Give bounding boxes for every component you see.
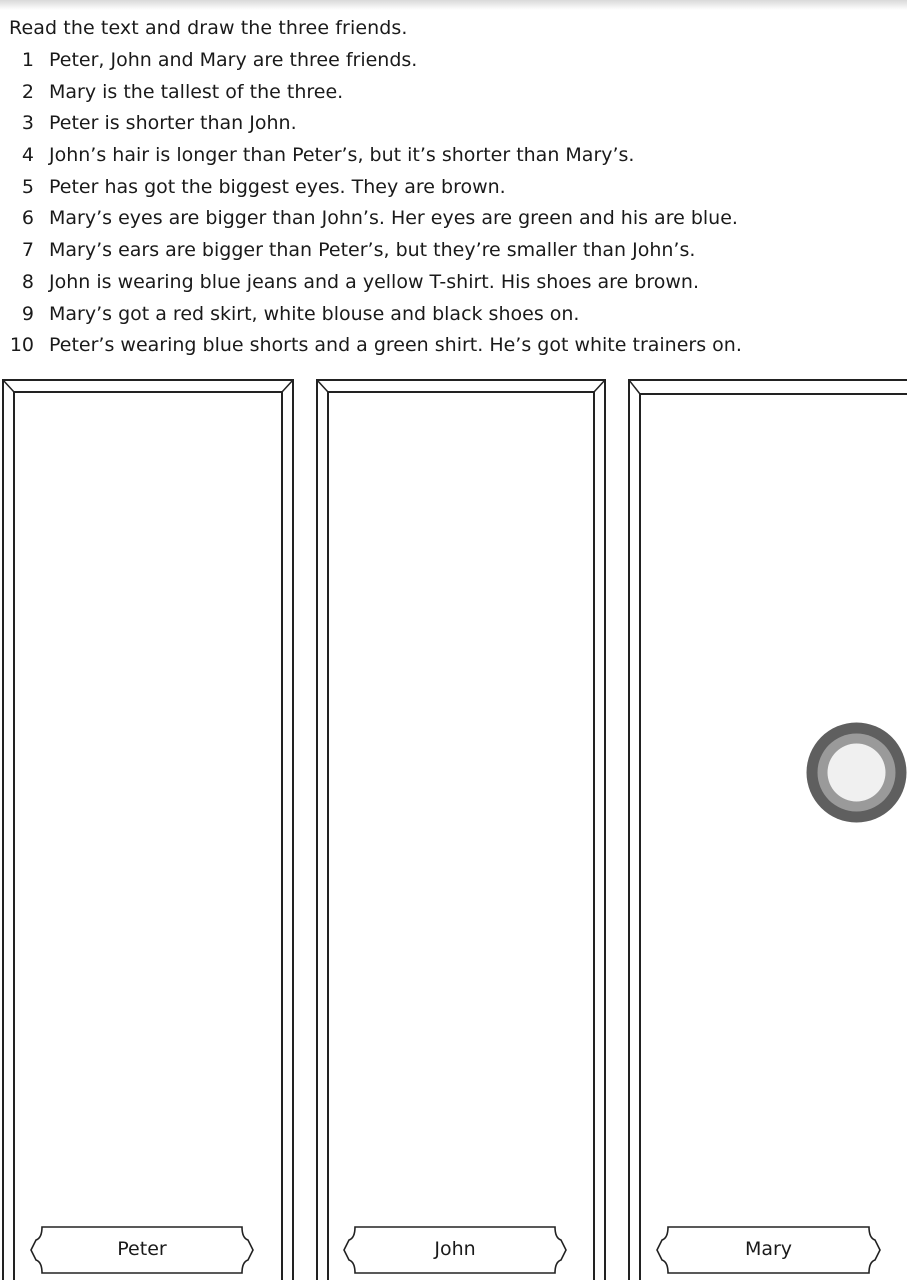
drawing-panel-john[interactable] xyxy=(317,380,605,1280)
statement-text: Peter, John and Mary are three friends. xyxy=(49,49,418,71)
statement-text: Peter has got the biggest eyes. They are brown. xyxy=(49,175,506,198)
statement-text: Mary’s got a red skirt, white blouse and black shoes on. xyxy=(49,302,580,325)
floating-record-button[interactable] xyxy=(806,722,907,823)
statement-text: John’s hair is longer than Peter’s, but it’s shorter than Mary’s. xyxy=(49,144,635,167)
statement-number: 2 xyxy=(21,80,34,103)
drawing-panel-peter[interactable] xyxy=(3,380,293,1280)
statement-number: 9 xyxy=(21,302,34,325)
drawing-panel-mary[interactable] xyxy=(629,380,907,1280)
plaque-label: Mary xyxy=(744,1238,793,1260)
statement-text: Peter’s wearing blue shorts and a green shirt. He’s got white trainers on. xyxy=(49,334,742,357)
record-circle-icon xyxy=(806,722,907,823)
statement-text: John is wearing blue jeans and a yellow T-shirt. His shoes are brown. xyxy=(49,270,699,293)
name-plaque-mary xyxy=(654,1224,883,1276)
statement-number: 4 xyxy=(21,144,34,167)
statement-number: 5 xyxy=(21,175,34,198)
plaque-label: John xyxy=(434,1238,476,1260)
panel-frame xyxy=(629,380,907,1280)
name-plaque-john xyxy=(341,1224,569,1276)
panel-frame xyxy=(317,380,605,1280)
plaque-label: Peter xyxy=(117,1238,167,1260)
statement-text: Mary’s eyes are bigger than John’s. Her eyes are green and his are blue. xyxy=(49,207,738,230)
statement-number: 7 xyxy=(21,239,34,262)
statement-number: 10 xyxy=(9,334,34,357)
worksheet-instruction: Read the text and draw the three friends. xyxy=(9,17,408,39)
statement-text: Peter is shorter than John. xyxy=(49,112,297,135)
panel-frame xyxy=(3,380,293,1280)
statement-text: Mary is the tallest of the three. xyxy=(49,80,344,103)
statement-number: 8 xyxy=(21,270,34,293)
statement-text: Mary’s ears are bigger than Peter’s, but they’re smaller than John’s. xyxy=(49,239,696,262)
name-plaque-peter xyxy=(28,1224,256,1276)
statement-number: 1 xyxy=(21,49,34,71)
top-edge-shadow xyxy=(0,0,907,10)
statement-number: 6 xyxy=(21,207,34,230)
statement-number: 3 xyxy=(21,112,34,135)
